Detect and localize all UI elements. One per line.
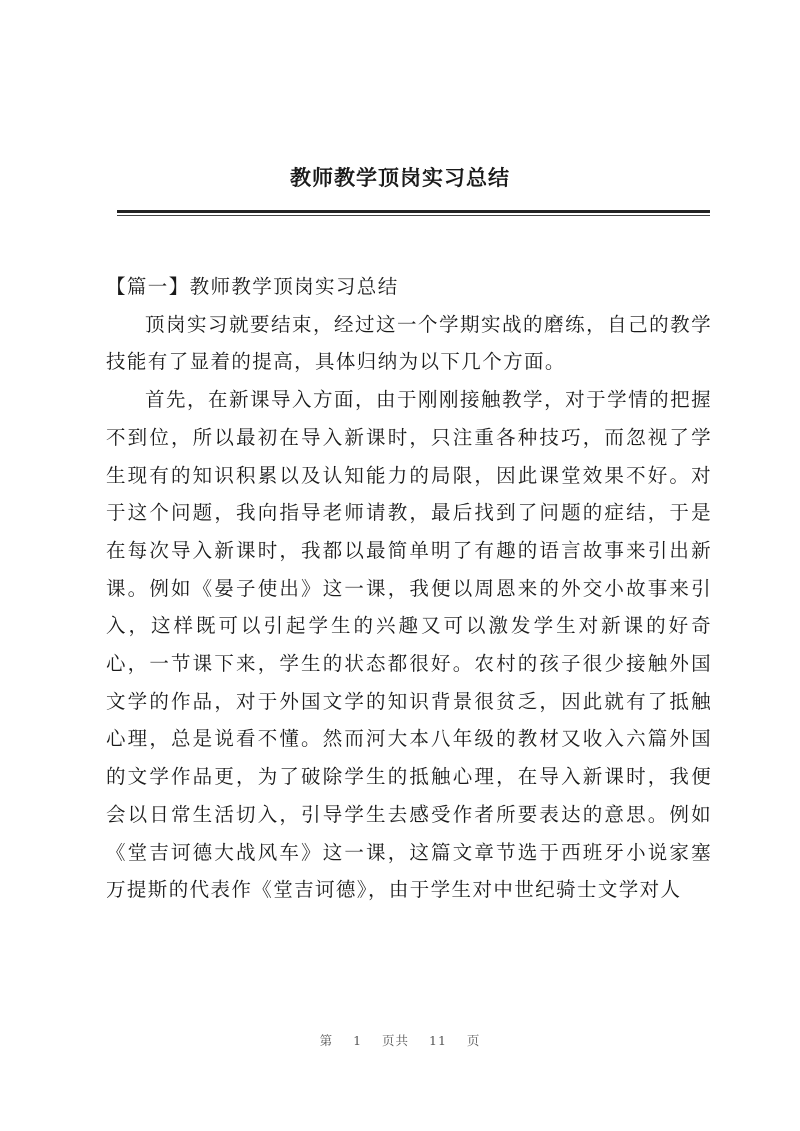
paragraph-2: 首先，在新课导入方面，由于刚刚接触教学，对于学情的把握不到位，所以最初在导入新课时，只注重各种技巧，而忽视了学生现有的知识积累以及认知能力的局限，因此课堂效果不好。对于这个问题，我向指导老师请教，最后找到了问题的症结，于是在每次导入新课时，我都以最简单明了有趣的语言故事来引出新课。例如《晏子使出》这一课，我便以周恩来的外交小故事来引入，这样既可以引起学生的兴趣又可以激发学生对新课的好奇心，一节课下来，学生的状态都很好。农村的孩子很少接触外国文学的作品，对于外国文学的知识背景很贫乏，因此就有了抵触心理，总是说看不懂。然而河大本八年级的教材又收入六篇外国的文学作品更，为了破除学生的抵触心理，在导入新课时，我便会以日常生活切入，引导学生去感受作者所要表达的意思。例如《堂吉诃德大战风车》这一课，这篇文章节选于西班牙小说家塞万提斯的代表作《堂吉诃德》，由于学生对中世纪骑士文学对人 [106, 388, 712, 902]
page-footer [0, 1031, 800, 1049]
document-body [106, 268, 712, 909]
footer-suffix: 页 [466, 1033, 481, 1048]
footer-prefix: 第 [319, 1033, 334, 1048]
page-title: 教师教学顶岗实习总结 [290, 165, 510, 190]
footer-total-pages: 11 [429, 1033, 447, 1048]
title-divider-thin [117, 215, 710, 216]
paragraph-1: 顶岗实习就要结束，经过这一个学期实战的磨练，自己的教学技能有了显着的提高，具体归纳为以下几个方面。 [106, 312, 712, 374]
footer-page-number: 1 [353, 1033, 363, 1048]
title-divider [117, 210, 710, 213]
footer-middle: 页共 [382, 1033, 410, 1048]
section-heading: 【篇一】教师教学顶岗实习总结 [106, 275, 399, 298]
